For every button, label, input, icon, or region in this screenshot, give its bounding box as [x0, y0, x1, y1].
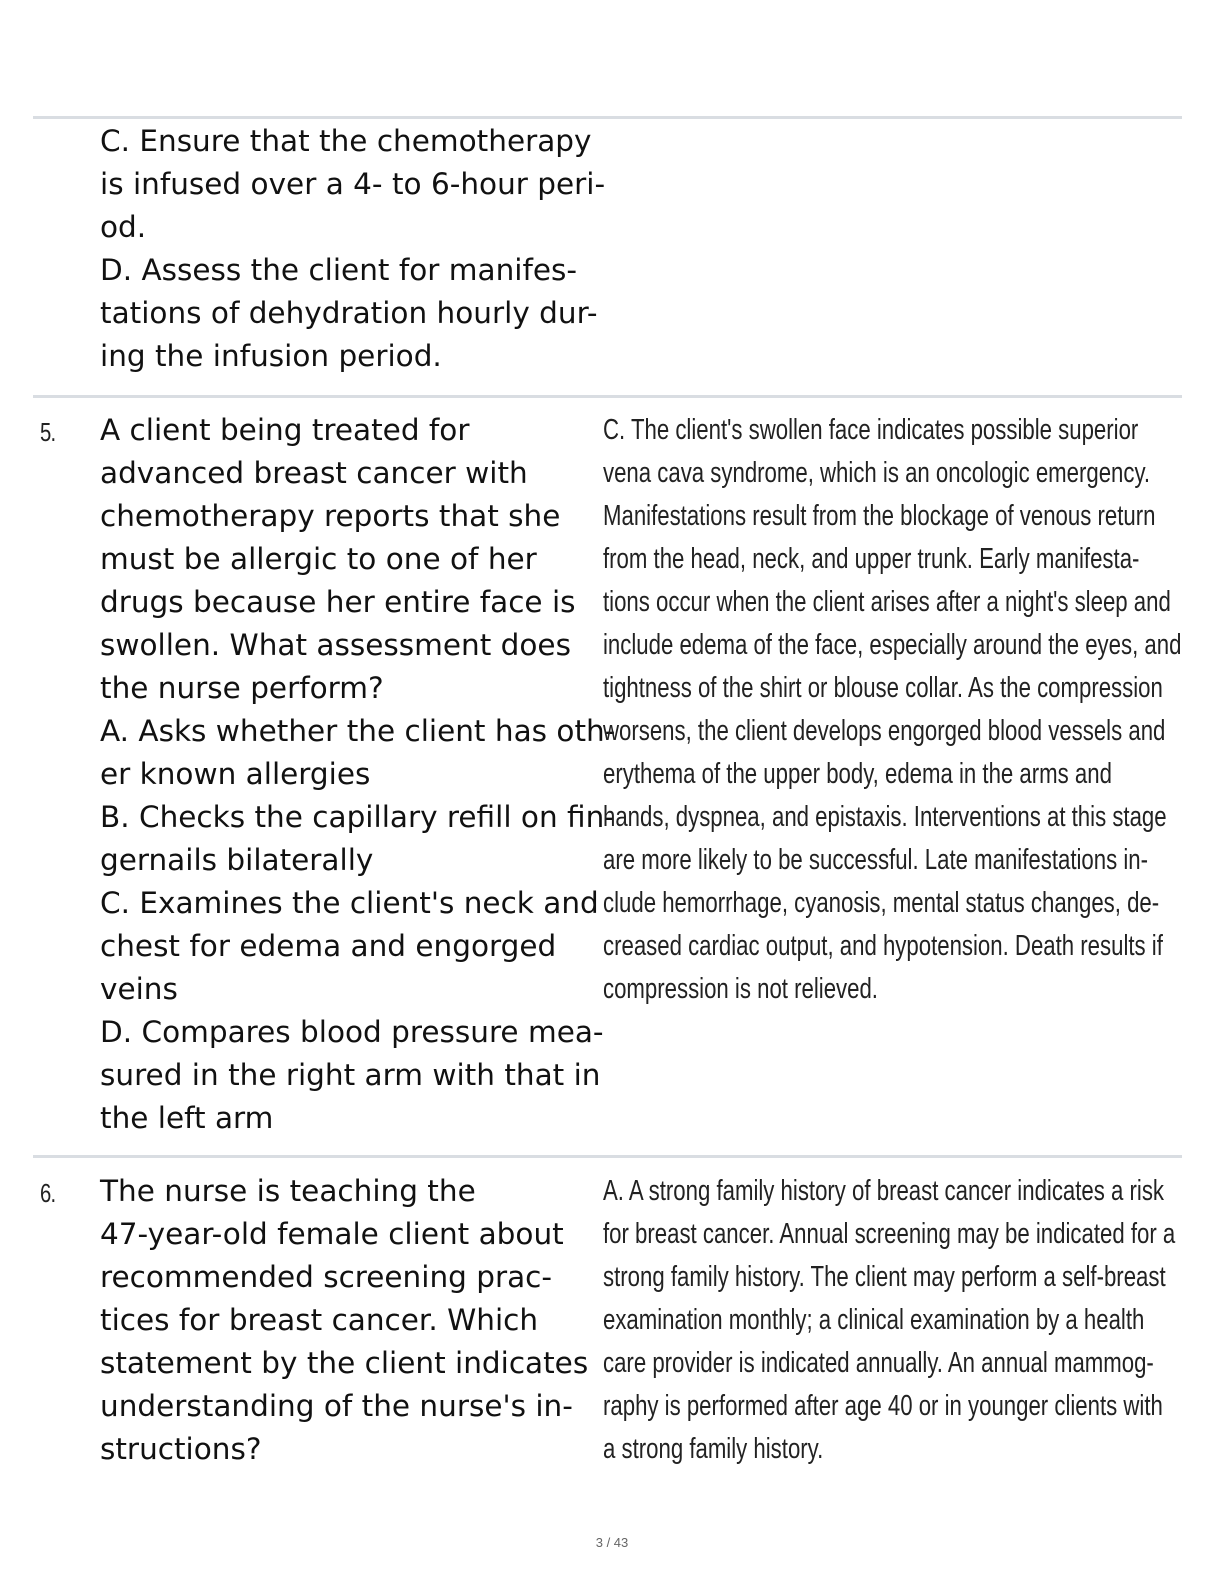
- question-line: D. Assess the client for manifes-: [100, 253, 578, 287]
- question-line: gernails bilaterally: [100, 843, 374, 877]
- question-line: 47-year-old female client about: [100, 1217, 564, 1251]
- question-line: statement by the client indicates: [100, 1346, 589, 1380]
- question-line: D. Compares blood pressure mea-: [100, 1015, 604, 1049]
- answer-line: for breast cancer. Annual screening may be indicated for a: [603, 1218, 1176, 1250]
- answer-line: vena cava syndrome, which is an oncologic emergency.: [603, 457, 1151, 489]
- question-line: ing the infusion period.: [100, 339, 442, 373]
- question-line: tices for breast cancer. Which: [100, 1303, 539, 1337]
- answer-rationale: [603, 1170, 1176, 1471]
- answer-line: raphy is performed after age 40 or in younger clients with: [603, 1390, 1163, 1422]
- question-line: chemotherapy reports that she: [100, 499, 561, 533]
- question-number: 6.: [40, 1178, 56, 1208]
- answer-line: hands, dyspnea, and epistaxis. Interventions at this stage: [603, 801, 1167, 833]
- answer-line: A. A strong family history of breast cancer indicates a risk: [603, 1175, 1165, 1207]
- question-line: veins: [100, 972, 178, 1006]
- answer-line: from the head, neck, and upper trunk. Early manifesta-: [603, 543, 1140, 575]
- question-text: [100, 409, 616, 1140]
- question-line: must be allergic to one of her: [100, 542, 537, 576]
- question-line: er known allergies: [100, 757, 371, 791]
- question-line: sured in the right arm with that in: [100, 1058, 601, 1092]
- answer-line: tightness of the shirt or blouse collar. As the compression: [603, 672, 1163, 704]
- answer-line: examination monthly; a clinical examination by a health: [603, 1304, 1145, 1336]
- answer-line: creased cardiac output, and hypotension. Death results if: [603, 930, 1163, 962]
- question-line: understanding of the nurse's in-: [100, 1389, 573, 1423]
- question-line: structions?: [100, 1432, 262, 1466]
- answer-line: a strong family history.: [603, 1433, 824, 1465]
- question-line: recommended screening prac-: [100, 1260, 553, 1294]
- answer-line: worsens, the client develops engorged blood vessels and: [603, 715, 1166, 747]
- question-line: swollen. What assessment does: [100, 628, 571, 662]
- answer-line: strong family history. The client may perform a self-breast: [603, 1261, 1166, 1293]
- question-line: od.: [100, 210, 147, 244]
- question-line: chest for edema and engorged: [100, 929, 557, 963]
- question-line: is infused over a 4- to 6-hour peri-: [100, 167, 606, 201]
- answer-line: Manifestations result from the blockage of venous return: [603, 500, 1156, 532]
- row-divider: [33, 395, 1182, 398]
- question-line: The nurse is teaching the: [100, 1174, 476, 1208]
- question-line: B. Checks the capillary refill on fin-: [100, 800, 615, 834]
- answer-line: compression is not relieved.: [603, 973, 878, 1005]
- question-number: 5.: [40, 417, 56, 447]
- question-line: the nurse perform?: [100, 671, 384, 705]
- question-line: tations of dehydration hourly dur-: [100, 296, 598, 330]
- question-text: [100, 1170, 595, 1471]
- answer-line: clude hemorrhage, cyanosis, mental status changes, de-: [603, 887, 1160, 919]
- question-text: [100, 120, 606, 378]
- page-number: 3 / 43: [595, 1535, 629, 1550]
- question-line: A. Asks whether the client has oth-: [100, 714, 616, 748]
- question-line: A client being treated for: [100, 413, 470, 447]
- answer-line: erythema of the upper body, edema in the arms and: [603, 758, 1112, 790]
- answer-line: tions occur when the client arises after a night's sleep and: [603, 586, 1171, 618]
- row-divider-top: [33, 116, 1182, 119]
- answer-line: are more likely to be successful. Late manifestations in-: [603, 844, 1149, 876]
- question-line: C. Examines the client's neck and: [100, 886, 599, 920]
- answer-line: care provider is indicated annually. An annual mammog-: [603, 1347, 1154, 1379]
- answer-line: include edema of the face, especially around the eyes, and: [603, 629, 1182, 661]
- answer-line: C. The client's swollen face indicates possible superior: [603, 414, 1139, 446]
- question-line: C. Ensure that the chemotherapy: [100, 124, 592, 158]
- answer-rationale: [603, 409, 1182, 1011]
- question-line: drugs because her entire face is: [100, 585, 576, 619]
- question-line: the left arm: [100, 1101, 274, 1135]
- question-line: advanced breast cancer with: [100, 456, 528, 490]
- row-divider: [33, 1155, 1182, 1158]
